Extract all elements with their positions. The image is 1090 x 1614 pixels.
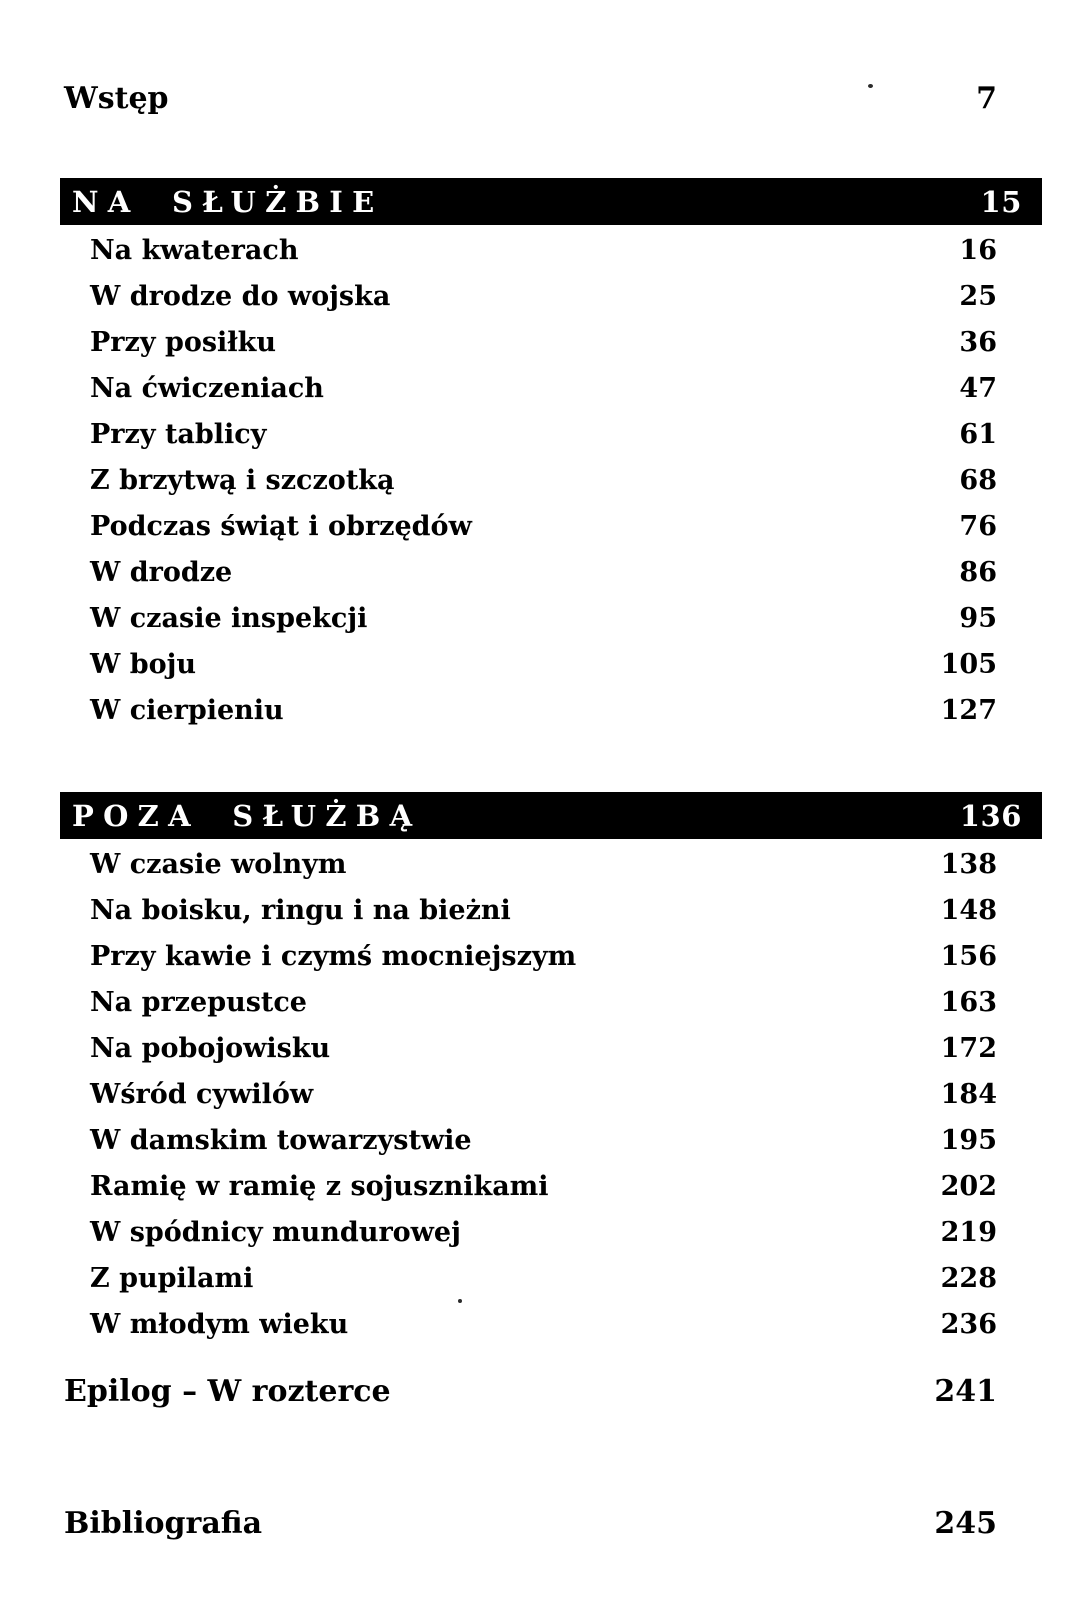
toc-entry-page-number: 241 — [934, 1373, 997, 1409]
toc-entry-page-number: 47 — [959, 372, 997, 404]
toc-row — [90, 411, 997, 457]
toc-entry-label: Bibliografia — [64, 1505, 263, 1541]
toc-row — [90, 549, 997, 595]
toc-entry-page-number: 61 — [959, 418, 997, 450]
toc-entry-label: W drodze — [90, 556, 233, 588]
toc-entry-page-number: 172 — [940, 1032, 997, 1064]
toc-row — [90, 457, 997, 503]
toc-entry-page-number: 127 — [940, 694, 997, 726]
toc-entry-wstep — [64, 80, 997, 116]
toc-entry-bibliografia — [64, 1505, 997, 1541]
toc-row — [90, 933, 997, 979]
toc-entry-label: Na pobojowisku — [90, 1032, 331, 1064]
toc-row — [90, 687, 997, 733]
toc-entry-page-number: 163 — [940, 986, 997, 1018]
toc-row — [90, 887, 997, 933]
toc-entry-page-number: 25 — [959, 280, 997, 312]
toc-row — [90, 1255, 997, 1301]
toc-entry-label: W damskim towarzystwie — [90, 1124, 472, 1156]
toc-entry-page-number: 68 — [959, 464, 997, 496]
section-title: NA SŁUŻBIE — [72, 184, 384, 219]
section-header-na-sluzbie — [60, 178, 1042, 225]
toc-entry-label: Ramię w ramię z sojusznikami — [90, 1170, 549, 1202]
toc-entry-page-number: 76 — [959, 510, 997, 542]
toc-entry-label: Przy posiłku — [90, 326, 277, 358]
toc-entry-label: Podczas świąt i obrzędów — [90, 510, 472, 542]
toc-entry-label: Na ćwiczeniach — [90, 372, 324, 404]
toc-entry-label: Na boisku, ringu i na bieżni — [90, 894, 511, 926]
toc-entry-page-number: 16 — [959, 234, 997, 266]
toc-entry-epilog — [64, 1373, 997, 1409]
toc-entry-page-number: 195 — [940, 1124, 997, 1156]
toc-entry-label: W młodym wieku — [90, 1308, 349, 1340]
toc-row — [90, 1025, 997, 1071]
toc-entry-label: Przy tablicy — [90, 418, 267, 450]
toc-entry-page-number: 86 — [959, 556, 997, 588]
toc-row — [90, 273, 997, 319]
toc-row — [90, 319, 997, 365]
toc-row — [90, 1301, 997, 1347]
toc-entry-label: Z brzytwą i szczotką — [90, 464, 395, 496]
toc-entry-page-number: 95 — [959, 602, 997, 634]
section-header-poza-sluzba — [60, 792, 1042, 839]
toc-row — [90, 503, 997, 549]
toc-entry-label: Wśród cywilów — [90, 1078, 314, 1110]
toc-entry-page-number: 105 — [940, 648, 997, 680]
toc-entry-page-number: 219 — [940, 1216, 997, 1248]
toc-row — [90, 1071, 997, 1117]
toc-entry-label: W drodze do wojska — [90, 280, 391, 312]
toc-entry-page-number: 36 — [959, 326, 997, 358]
toc-row — [90, 365, 997, 411]
toc-row — [90, 1209, 997, 1255]
toc-entry-label: Na przepustce — [90, 986, 307, 1018]
toc-entry-page-number: 138 — [940, 848, 997, 880]
toc-row — [90, 979, 997, 1025]
toc-row — [90, 227, 997, 273]
toc-entry-label: Z pupilami — [90, 1262, 254, 1294]
toc-entry-page-number: 202 — [940, 1170, 997, 1202]
toc-row — [90, 1163, 997, 1209]
toc-entry-page-number: 228 — [940, 1262, 997, 1294]
toc-entry-label: Przy kawie i czymś mocniejszym — [90, 940, 577, 972]
section-title: POZA SŁUŻBĄ — [72, 798, 422, 833]
section-page-number: 15 — [980, 184, 1022, 219]
toc-entry-label: Wstęp — [64, 80, 169, 116]
toc-entry-page-number: 245 — [934, 1505, 997, 1541]
scan-artifact — [458, 1299, 462, 1303]
toc-entry-label: W czasie wolnym — [90, 848, 347, 880]
section-items-na-sluzbie — [0, 227, 1090, 733]
section-page-number: 136 — [959, 798, 1022, 833]
toc-entry-label: Na kwaterach — [90, 234, 299, 266]
toc-row — [90, 1117, 997, 1163]
toc-entry-label: W czasie inspekcji — [90, 602, 368, 634]
section-items-poza-sluzba — [0, 841, 1090, 1347]
toc-row — [90, 641, 997, 687]
toc-entry-page-number: 236 — [940, 1308, 997, 1340]
toc-entry-page-number: 7 — [976, 80, 997, 116]
scan-artifact — [868, 84, 873, 88]
toc-entry-page-number: 184 — [940, 1078, 997, 1110]
toc-entry-label: W cierpieniu — [90, 694, 284, 726]
toc-entry-label: W boju — [90, 648, 197, 680]
toc-row — [90, 841, 997, 887]
toc-entry-label: Epilog – W rozterce — [64, 1373, 391, 1409]
toc-entry-page-number: 148 — [940, 894, 997, 926]
toc-entry-page-number: 156 — [940, 940, 997, 972]
toc-entry-label: W spódnicy mundurowej — [90, 1216, 461, 1248]
toc-row — [90, 595, 997, 641]
